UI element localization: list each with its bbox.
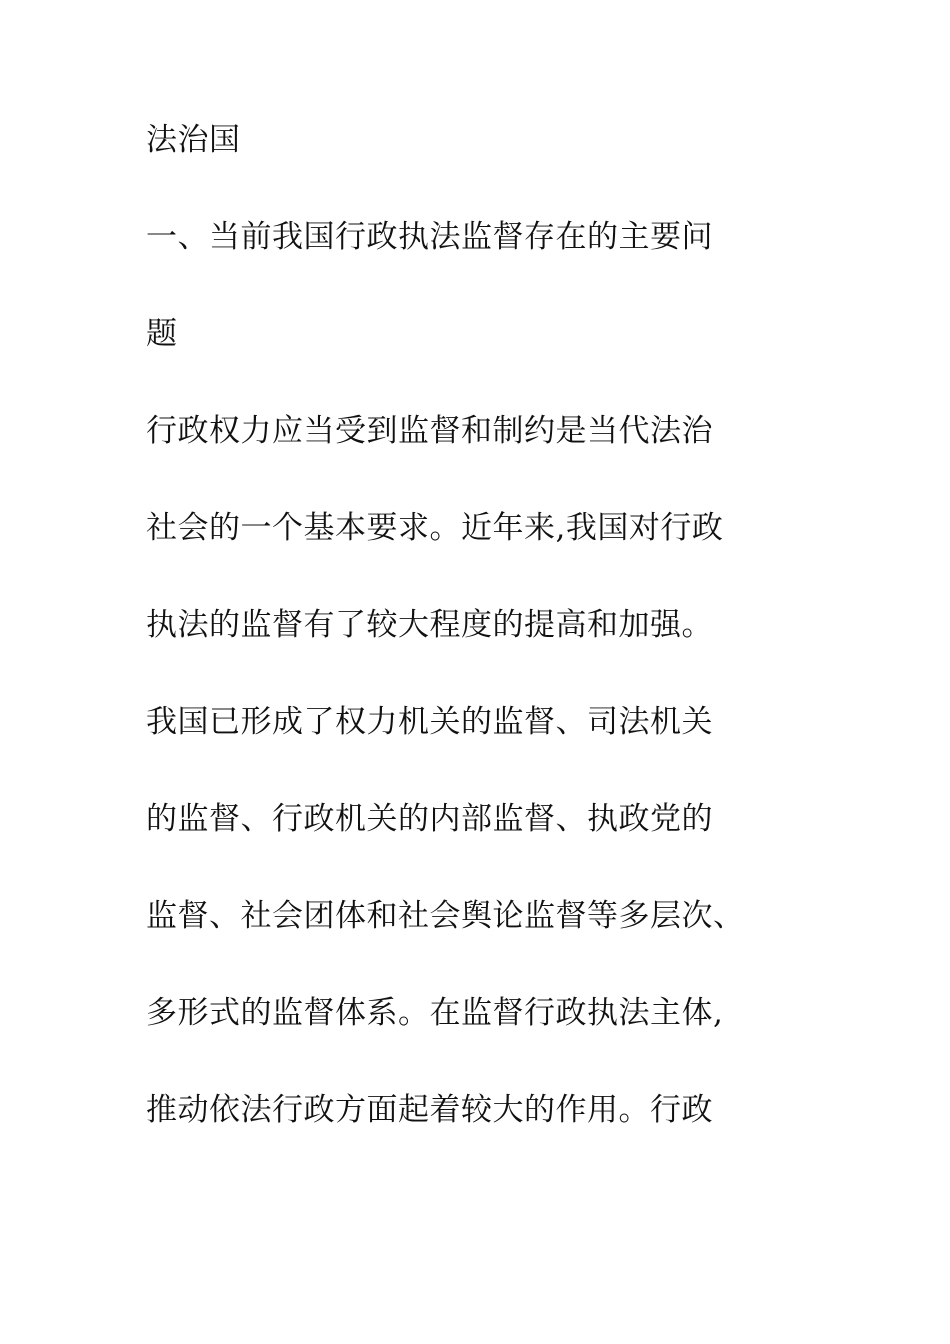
- paragraph-line: 多形式的监督体系。在监督行政执法主体,: [146, 995, 724, 1031]
- paragraph-line: 我国已形成了权力机关的监督、司法机关: [146, 704, 713, 740]
- text-fragment-heading: 法治国: [146, 122, 241, 158]
- paragraph-line: 的监督、行政机关的内部监督、执政党的: [146, 801, 713, 837]
- paragraph-line: 监督、社会团体和社会舆论监督等多层次、: [146, 898, 745, 934]
- paragraph-line: 推动依法行政方面起着较大的作用。行政: [146, 1092, 713, 1128]
- paragraph-line: 社会的一个基本要求。近年来,我国对行政: [146, 510, 724, 546]
- section-heading-line-1: 一、当前我国行政执法监督存在的主要问: [146, 219, 713, 255]
- paragraph-line: 行政权力应当受到监督和制约是当代法治: [146, 413, 713, 449]
- paragraph-line: 执法的监督有了较大程度的提高和加强。: [146, 607, 713, 643]
- section-heading-line-2: 题: [146, 316, 178, 352]
- document-body: [146, 124, 806, 1191]
